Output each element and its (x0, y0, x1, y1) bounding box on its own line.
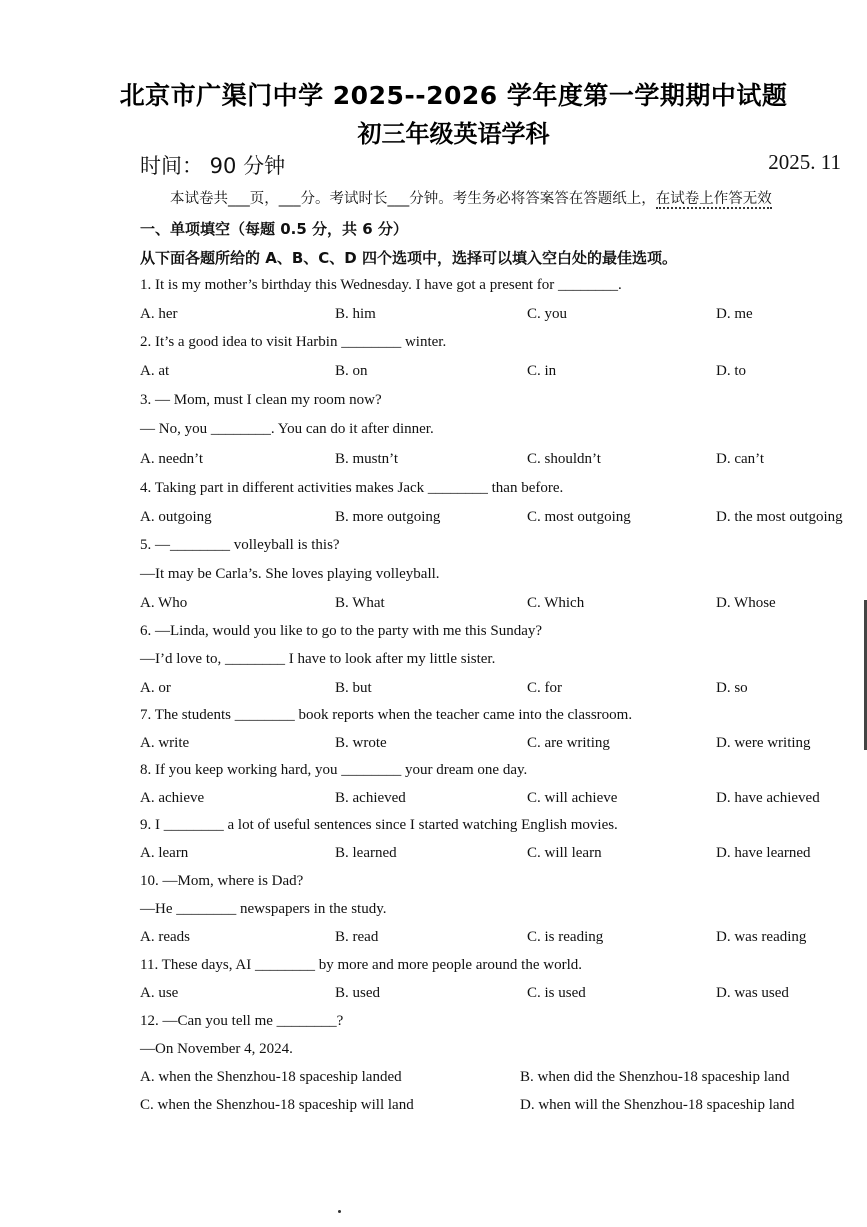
answer-option: A. at (140, 363, 170, 379)
answer-option: B. but (335, 680, 372, 696)
answer-option: C. is used (527, 985, 586, 1001)
answer-option: C. will learn (527, 845, 602, 861)
question-stem: 10. —Mom, where is Dad? (140, 873, 304, 889)
question-stem: 9. I ________ a lot of useful sentences since I started watching English movies. (140, 817, 618, 833)
section-instruction: 从下面各题所给的 A、B、C、D 四个选项中，选择可以填入空白处的最佳选项。 (140, 249, 677, 267)
answer-option: C. is reading (527, 929, 604, 945)
answer-option: D. me (716, 306, 753, 322)
exam-duration: 时间： 90 分钟 (140, 154, 286, 178)
question-dialogue-line: —On November 4, 2024. (140, 1041, 293, 1057)
answer-option: D. have learned (716, 845, 811, 861)
answer-option: D. have achieved (716, 790, 820, 806)
question-stem: 3. — Mom, must I clean my room now? (140, 392, 382, 408)
answer-option: B. achieved (335, 790, 406, 806)
answer-option: A. or (140, 680, 171, 696)
answer-option: B. when did the Shenzhou-18 spaceship land (520, 1069, 790, 1085)
answer-option: D. the most outgoing (716, 509, 843, 525)
answer-option: A. use (140, 985, 179, 1001)
answer-option: C. are writing (527, 735, 610, 751)
scan-dot (338, 1210, 341, 1213)
answer-option: C. for (527, 680, 562, 696)
exam-title: 北京市广渠门中学 2025--2026 学年度第一学期期中试题 (119, 81, 788, 110)
answer-option: B. used (335, 985, 380, 1001)
answer-option: B. mustn’t (335, 451, 399, 467)
answer-option: D. was used (716, 985, 789, 1001)
question-dialogue-line: —It may be Carla’s. She loves playing volleyball. (140, 566, 440, 582)
answer-option: D. when will the Shenzhou-18 spaceship land (520, 1097, 795, 1113)
question-stem: 4. Taking part in different activities makes Jack ________ than before. (140, 480, 564, 496)
answer-option: C. you (527, 306, 568, 322)
question-stem: 2. It’s a good idea to visit Harbin ________ winter. (140, 334, 447, 350)
section-title: 一、单项填空（每题 0.5 分，共 6 分） (140, 220, 408, 238)
answer-option: C. shouldn’t (527, 451, 601, 467)
exam-notice (170, 187, 772, 208)
question-stem: 1. It is my mother’s birthday this Wednesday. I have got a present for ________. (140, 277, 622, 293)
question-dialogue-line: —He ________ newspapers in the study. (140, 901, 387, 917)
answer-option: D. was reading (716, 929, 807, 945)
question-stem: 12. —Can you tell me ________? (140, 1013, 344, 1029)
question-stem: 7. The students ________ book reports when the teacher came into the classroom. (140, 707, 633, 723)
question-stem: 5. —________ volleyball is this? (140, 537, 340, 553)
answer-option: D. to (716, 363, 746, 379)
answer-option: D. were writing (716, 735, 811, 751)
notice-emphasis: 在试卷上作答无效 (655, 191, 772, 207)
answer-option: B. learned (335, 845, 397, 861)
answer-option: C. Which (527, 595, 585, 611)
answer-option: B. on (335, 363, 368, 379)
answer-option: A. achieve (140, 790, 205, 806)
question-stem: 11. These days, AI ________ by more and more people around the world. (140, 957, 582, 973)
answer-option: B. wrote (335, 735, 387, 751)
answer-option: C. when the Shenzhou-18 spaceship will land (140, 1097, 414, 1113)
answer-option: D. can’t (716, 451, 765, 467)
question-stem: 8. If you keep working hard, you ________ your dream one day. (140, 762, 528, 778)
answer-option: C. most outgoing (527, 509, 631, 525)
answer-option: A. her (140, 306, 178, 322)
question-dialogue-line: —I’d love to, ________ I have to look after my little sister. (140, 651, 496, 667)
answer-option: D. so (716, 680, 748, 696)
question-dialogue-line: — No, you ________. You can do it after dinner. (140, 421, 434, 437)
answer-option: A. needn’t (140, 451, 204, 467)
exam-subtitle: 初三年级英语学科 (357, 120, 550, 148)
answer-option: A. when the Shenzhou-18 spaceship landed (140, 1069, 402, 1085)
answer-option: A. learn (140, 845, 189, 861)
notice-text: 本试卷共___页，___分。考试时长___分钟。考生务必将答案答在答题纸上， (170, 191, 656, 207)
exam-date: 2025. 11 (768, 150, 841, 174)
answer-option: A. write (140, 735, 190, 751)
answer-option: D. Whose (716, 595, 776, 611)
question-stem: 6. —Linda, would you like to go to the party with me this Sunday? (140, 623, 543, 639)
answer-option: A. outgoing (140, 509, 212, 525)
answer-option: A. reads (140, 929, 190, 945)
answer-option: A. Who (140, 595, 188, 611)
answer-option: B. him (335, 306, 376, 322)
answer-option: B. read (335, 929, 379, 945)
answer-option: C. in (527, 363, 557, 379)
answer-option: B. What (335, 595, 385, 611)
answer-option: B. more outgoing (335, 509, 441, 525)
answer-option: C. will achieve (527, 790, 618, 806)
